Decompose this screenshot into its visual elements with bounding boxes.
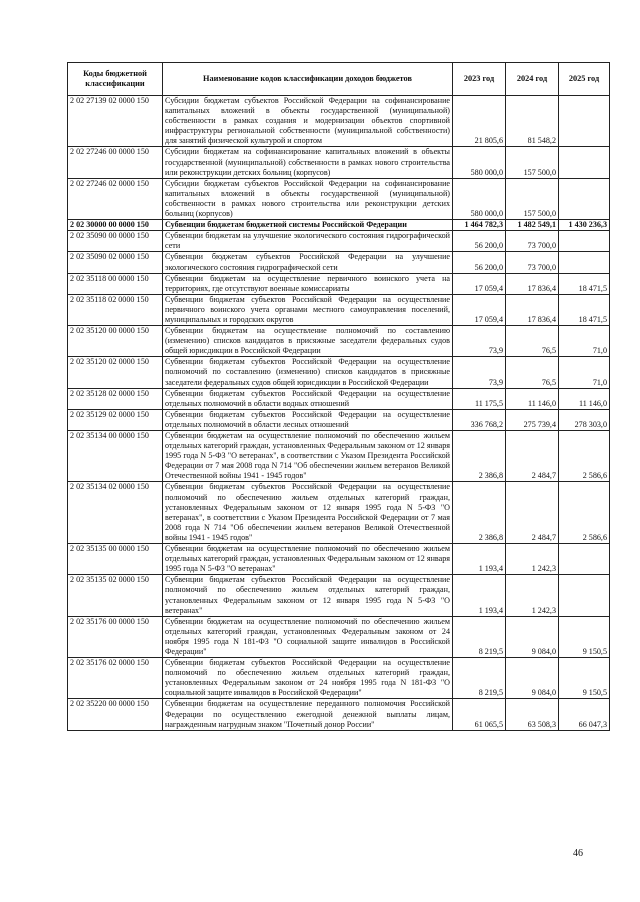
row-name: Субвенции бюджетам субъектов Российской Федерации на осуществление отдельных полномочий в области водных отношений xyxy=(163,388,453,409)
row-value-2023: 2 386,8 xyxy=(453,482,506,544)
row-code: 2 02 35120 00 0000 150 xyxy=(68,326,163,357)
row-value-2024: 9 084,0 xyxy=(506,616,559,657)
header-code: Коды бюджетной классификации xyxy=(68,63,163,96)
row-value-2023: 1 193,4 xyxy=(453,544,506,575)
row-code: 2 02 35090 00 0000 150 xyxy=(68,231,163,252)
row-value-2025: 9 150,5 xyxy=(559,658,610,699)
row-name: Субвенции бюджетам на осуществление полномочий по обеспечению жильем отдельных категорий граждан, установленных Федеральным законом от 24 ноября 1995 года N 181-ФЗ "О социальной защите инвалидов в Российской Федерации" xyxy=(163,616,453,657)
row-value-2025 xyxy=(559,96,610,147)
row-value-2024: 81 548,2 xyxy=(506,96,559,147)
row-value-2024: 157 500,0 xyxy=(506,147,559,178)
row-value-2025: 71,0 xyxy=(559,326,610,357)
row-value-2023: 2 386,8 xyxy=(453,431,506,482)
row-value-2023: 8 219,5 xyxy=(453,616,506,657)
row-value-2023: 336 768,2 xyxy=(453,409,506,430)
row-value-2023: 61 065,5 xyxy=(453,699,506,730)
row-name: Субвенции бюджетам на осуществление полномочий по составлению (изменению) списков кандидатов в присяжные заседатели федеральных судов общей юрисдикции в Российской Федерации xyxy=(163,326,453,357)
table-row xyxy=(68,147,610,178)
row-value-2025: 278 303,0 xyxy=(559,409,610,430)
table-row xyxy=(68,658,610,699)
row-value-2023: 11 175,5 xyxy=(453,388,506,409)
row-name: Субвенции бюджетам на осуществление первичного воинского учета на территориях, где отсутствуют военные комиссариаты xyxy=(163,273,453,294)
table-row xyxy=(68,96,610,147)
budget-revenue-table xyxy=(67,62,610,731)
table-row xyxy=(68,431,610,482)
table-row xyxy=(68,326,610,357)
row-value-2024: 275 739,4 xyxy=(506,409,559,430)
row-value-2024: 9 084,0 xyxy=(506,658,559,699)
row-name: Субвенции бюджетам субъектов Российской Федерации на осуществление первичного воинского учета органами местного самоуправления поселений, муниципальных и городских округов xyxy=(163,294,453,325)
row-name: Субвенции бюджетам субъектов Российской Федерации на осуществление полномочий по обеспечению жильем отдельных категорий граждан, установленных Федеральным законом от 12 января 1995 года N 5-ФЗ "О ветеранах", в соответствии с Указом Президента Российской Федерации от 7 мая 2008 года N 714 "Об обеспечении жильем ветеранов Великой Отечественной войны 1941 - 1945 годов" xyxy=(163,482,453,544)
row-value-2025: 2 586,6 xyxy=(559,431,610,482)
row-value-2024: 2 484,7 xyxy=(506,482,559,544)
row-value-2025: 18 471,5 xyxy=(559,273,610,294)
row-name: Субсидии бюджетам субъектов Российской Федерации на софинансирование капитальных вложений в объекты государственной (муниципальной) собственности в рамках создания и модернизации объектов спортивной инфраструктуры региональной собственности (муниципальной собственности) для занятий физической культурой и спортом xyxy=(163,96,453,147)
row-value-2024: 11 146,0 xyxy=(506,388,559,409)
row-name: Субвенции бюджетам на улучшение экологического состояния гидрографической сети xyxy=(163,231,453,252)
row-value-2024: 17 836,4 xyxy=(506,273,559,294)
row-value-2023: 21 805,6 xyxy=(453,96,506,147)
header-2023: 2023 год xyxy=(453,63,506,96)
row-value-2025 xyxy=(559,252,610,273)
row-value-2024: 73 700,0 xyxy=(506,231,559,252)
row-value-2025: 18 471,5 xyxy=(559,294,610,325)
table-row xyxy=(68,575,610,616)
row-value-2025: 11 146,0 xyxy=(559,388,610,409)
page-number: 46 xyxy=(573,848,583,859)
row-value-2025 xyxy=(559,178,610,219)
row-value-2023: 580 000,0 xyxy=(453,147,506,178)
row-code: 2 02 35118 02 0000 150 xyxy=(68,294,163,325)
row-value-2023: 73,9 xyxy=(453,326,506,357)
row-code: 2 02 35134 00 0000 150 xyxy=(68,431,163,482)
row-code: 2 02 35176 02 0000 150 xyxy=(68,658,163,699)
row-name: Субвенции бюджетам субъектов Российской Федерации на осуществление отдельных полномочий в области лесных отношений xyxy=(163,409,453,430)
table-row xyxy=(68,544,610,575)
row-value-2023: 8 219,5 xyxy=(453,658,506,699)
row-code: 2 02 35120 02 0000 150 xyxy=(68,357,163,388)
row-value-2024: 73 700,0 xyxy=(506,252,559,273)
row-value-2024: 17 836,4 xyxy=(506,294,559,325)
row-value-2025 xyxy=(559,544,610,575)
row-value-2025: 1 430 236,3 xyxy=(559,220,610,231)
table-row xyxy=(68,357,610,388)
table-row xyxy=(68,252,610,273)
header-2025: 2025 год xyxy=(559,63,610,96)
row-value-2023: 1 193,4 xyxy=(453,575,506,616)
row-code: 2 02 27246 00 0000 150 xyxy=(68,147,163,178)
header-name: Наименование кодов классификации доходов бюджетов xyxy=(163,63,453,96)
row-name: Субсидии бюджетам субъектов Российской Федерации на софинансирование капитальных вложений в объекты государственной (муниципальной) собственности в рамках нового строительства или реконструкции детских больниц (корпусов) xyxy=(163,178,453,219)
row-value-2023: 17 059,4 xyxy=(453,273,506,294)
row-value-2025: 71,0 xyxy=(559,357,610,388)
row-name: Субвенции бюджетам субъектов Российской Федерации на осуществление полномочий по обеспечению жильем отдельных категорий граждан, установленных Федеральным законом от 12 января 1995 года N 5-ФЗ "О ветеранах" xyxy=(163,575,453,616)
row-value-2023: 1 464 782,3 xyxy=(453,220,506,231)
table-row xyxy=(68,220,610,231)
row-name: Субвенции бюджетам на осуществление полномочий по обеспечению жильем отдельных категорий граждан, установленных Федеральным законом от 12 января 1995 года N 5-ФЗ "О ветеранах", в соответствии с Указом Президента Российской Федерации от 7 мая 2008 года N 714 "Об обеспечении жильем ветеранов Великой Отечественной войны 1941 - 1945 годов" xyxy=(163,431,453,482)
row-value-2024: 1 242,3 xyxy=(506,544,559,575)
row-code: 2 02 35128 02 0000 150 xyxy=(68,388,163,409)
row-value-2024: 76,5 xyxy=(506,357,559,388)
table-row xyxy=(68,409,610,430)
table-row xyxy=(68,231,610,252)
table-row xyxy=(68,482,610,544)
table-row xyxy=(68,294,610,325)
table-row xyxy=(68,273,610,294)
row-value-2024: 63 508,3 xyxy=(506,699,559,730)
row-value-2025 xyxy=(559,575,610,616)
row-name: Субвенции бюджетам бюджетной системы Российской Федерации xyxy=(163,220,453,231)
row-code: 2 02 30000 00 0000 150 xyxy=(68,220,163,231)
row-name: Субсидии бюджетам на софинансирование капитальных вложений в объекты государственной (муниципальной) собственности в рамках нового строительства или реконструкции детских больниц (корпусов) xyxy=(163,147,453,178)
row-name: Субвенции бюджетам субъектов Российской Федерации на осуществление полномочий по составлению (изменению) списков кандидатов в присяжные заседатели федеральных судов общей юрисдикции в Российской Федерации xyxy=(163,357,453,388)
row-code: 2 02 35090 02 0000 150 xyxy=(68,252,163,273)
row-value-2023: 580 000,0 xyxy=(453,178,506,219)
row-code: 2 02 35129 02 0000 150 xyxy=(68,409,163,430)
row-code: 2 02 35135 02 0000 150 xyxy=(68,575,163,616)
row-code: 2 02 27139 02 0000 150 xyxy=(68,96,163,147)
row-value-2023: 73,9 xyxy=(453,357,506,388)
row-value-2024: 2 484,7 xyxy=(506,431,559,482)
row-code: 2 02 35134 02 0000 150 xyxy=(68,482,163,544)
row-code: 2 02 35135 00 0000 150 xyxy=(68,544,163,575)
row-name: Субвенции бюджетам на осуществление переданного полномочия Российской Федерации по осуществлению ежегодной денежной выплаты лицам, награжденным нагрудным знаком "Почетный донор России" xyxy=(163,699,453,730)
row-value-2025: 2 586,6 xyxy=(559,482,610,544)
row-value-2025 xyxy=(559,147,610,178)
row-name: Субвенции бюджетам субъектов Российской Федерации на осуществление полномочий по обеспечению жильем отдельных категорий граждан, установленных Федеральным законом от 24 ноября 1995 года N 181-ФЗ "О социальной защите инвалидов в Российской Федерации" xyxy=(163,658,453,699)
row-value-2023: 56 200,0 xyxy=(453,252,506,273)
row-code: 2 02 27246 02 0000 150 xyxy=(68,178,163,219)
row-value-2023: 56 200,0 xyxy=(453,231,506,252)
header-2024: 2024 год xyxy=(506,63,559,96)
row-value-2025 xyxy=(559,231,610,252)
table-row xyxy=(68,388,610,409)
table-body xyxy=(68,96,610,731)
row-value-2024: 76,5 xyxy=(506,326,559,357)
row-code: 2 02 35220 00 0000 150 xyxy=(68,699,163,730)
row-value-2024: 1 242,3 xyxy=(506,575,559,616)
table-header-row xyxy=(68,63,610,96)
row-code: 2 02 35118 00 0000 150 xyxy=(68,273,163,294)
row-value-2024: 1 482 549,1 xyxy=(506,220,559,231)
row-name: Субвенции бюджетам субъектов Российской Федерации на улучшение экологического состояния гидрографической сети xyxy=(163,252,453,273)
table-row xyxy=(68,616,610,657)
row-value-2024: 157 500,0 xyxy=(506,178,559,219)
row-code: 2 02 35176 00 0000 150 xyxy=(68,616,163,657)
row-value-2023: 17 059,4 xyxy=(453,294,506,325)
table-row xyxy=(68,699,610,730)
row-value-2025: 66 047,3 xyxy=(559,699,610,730)
table-row xyxy=(68,178,610,219)
row-name: Субвенции бюджетам на осуществление полномочий по обеспечению жильем отдельных категорий граждан, установленных Федеральным законом от 12 января 1995 года N 5-ФЗ "О ветеранах" xyxy=(163,544,453,575)
row-value-2025: 9 150,5 xyxy=(559,616,610,657)
budget-table-page xyxy=(67,62,609,731)
